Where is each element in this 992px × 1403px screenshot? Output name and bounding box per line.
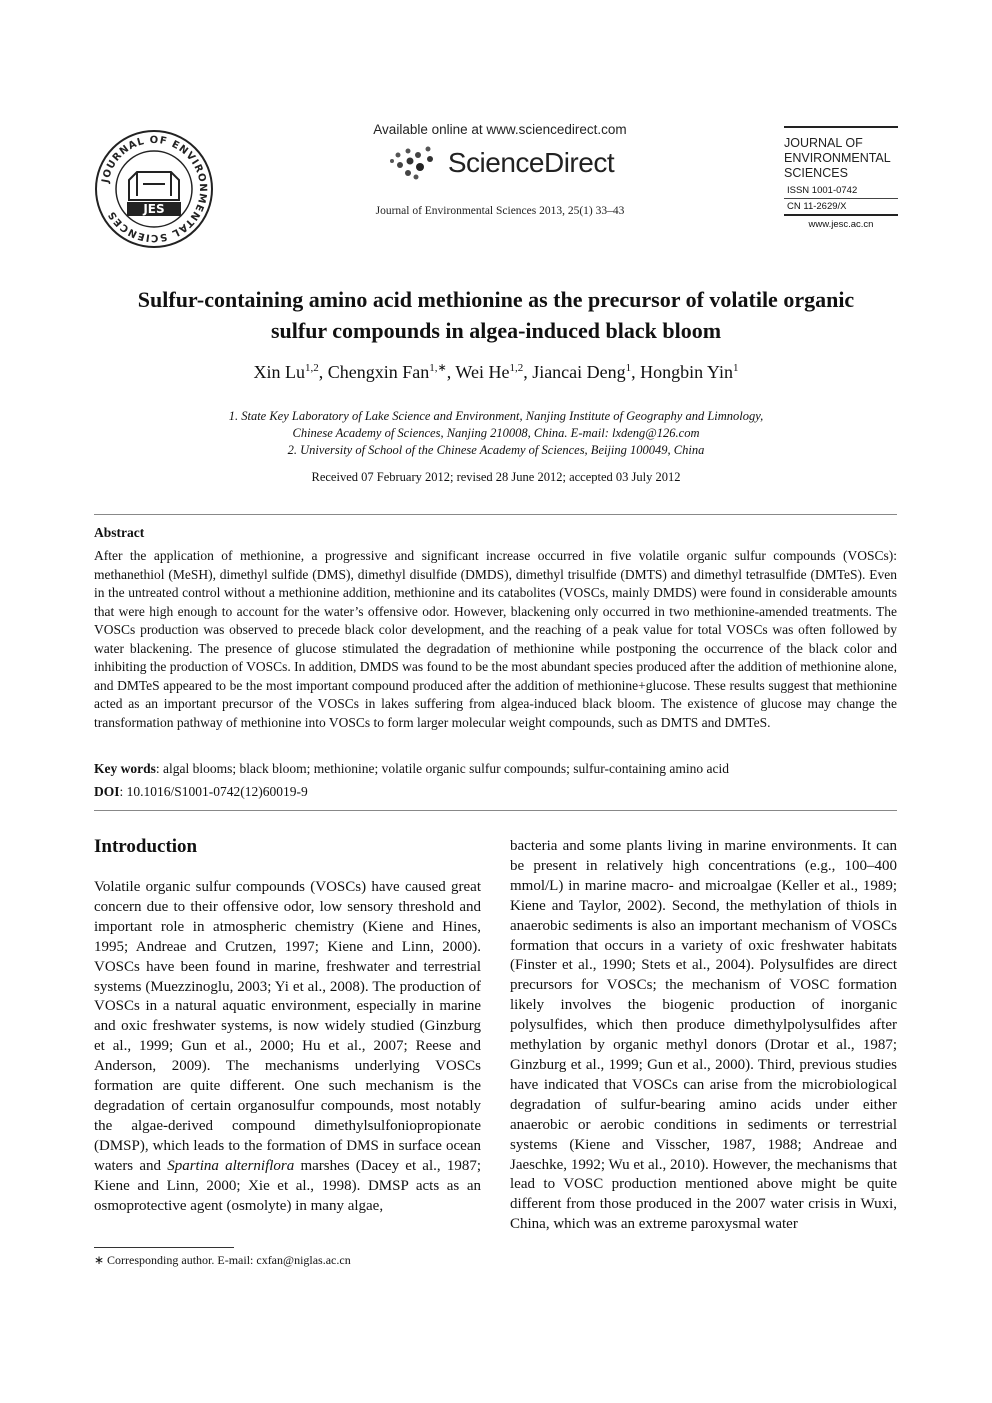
sciencedirect-wordmark: ScienceDirect (447, 147, 615, 178)
doi-label: DOI (94, 784, 120, 799)
body-column-left: Volatile organic sulfur compounds (VOSCs) have caused great concern due to their offensive odor, low sensory threshold and important role in atmospheric chemistry (Kiene and Hines, 1995; Andreae and Crutzen, 1997; Kiene and Linn, 2000). VOSCs have been found in marine, freshwater and terrestrial systems (Muezzinoglu, 2003; Yi et al., 2008). The production of VOSCs in a natural aquatic environment, especially in marine and oxic freshwater systems, is now widely studied (Ginzburg et al., 1999; Gun et al., 2000; Hu et al., 2007; Reese and Anderson, 2009). The mechanisms underlying VOSCs formation are quite different. One such mechanism is the degradation of certain organosulfur compounds, most notably the algae-derived compound dimethylsulfoniopropionate (DMSP), which leads to the formation of DMS in surface ocean waters and Spartina alterniflora marshes (Dacey et al., 1987; Kiene and Linn, 2000; Xie et al., 1998). DMSP acts as an osmoprotective agent (osmolyte) in many algae, (94, 879, 481, 1214)
affiliation-line: 1. State Key Laboratory of Lake Science and Environment, Nanjing Institute of Geography and Limnology, (228, 409, 764, 423)
author-list: Xin Lu$^{1,2}$, Chengxin Fan$^{1,∗}$, Wei He$^{1,2}$, Jiancai Deng$^1$, Hongbin Yin$^1$ (253, 362, 739, 382)
doi-value[interactable]: : 10.1016/S1001-0742(12)60019-9 (119, 784, 308, 799)
author[interactable]: Jiancai Deng$^1$ (532, 362, 632, 382)
title-line-2: sulfur compounds in algea-induced black bloom (270, 318, 722, 343)
author[interactable]: Xin Lu$^{1,2}$ (253, 362, 319, 382)
publisher-header (300, 120, 700, 217)
keywords-list: : algal blooms; black bloom; methionine; volatile organic sulfur compounds; sulfur-containing amino acid (155, 761, 729, 776)
available-online: Available online at www.sciencedirect.com (373, 122, 627, 137)
corresponding-author-footnote: ∗ Corresponding author. E-mail: cxfan@niglas.ac.cn (94, 1253, 351, 1267)
author[interactable]: Chengxin Fan$^{1,∗}$ (327, 362, 447, 382)
abstract-heading: Abstract (94, 525, 145, 540)
keywords (94, 761, 897, 777)
body-column-right: bacteria and some plants living in marine environments. It can be present in relatively high concentrations (e.g., 100–400 mmol/L) in marine macro- and microalgae (Keller et al., 1989; Kiene and Taylor, 2002). Second, the methylation of thiols in anaerobic sediments is also an important mechanism of VOSCs formation that occurs in a variety of oxic freshwater habitats (Finster et al., 1990; Stets et al., 2004). Polysulfides are direct precursors for VOSCs; the mechanism of VOSC formation likely involves the biogenic production of inorganic polysulfides, which then produce dimethylpolysulfides after methylation by organic methyl donors (Drotar et al., 1987; Ginzburg et al., 1999; Gun et al., 2000). Third, previous studies have indicated that VOSCs can arise from the microbiological degradation of sulfur-bearing amino acids under either anaerobic or aerobic conditions in sediments or terrestrial systems (Kiene and Visscher, 1987, 1988; Andreae and Jaeschke, 1992; Wu et al., 2010). However, the mechanisms that lead to VOSC production mentioned above might be quite different from those produced in the 2007 water crisis in Wuxi, China, which was an extreme paroxysmal water (510, 838, 897, 1233)
logo-label: JES (143, 202, 165, 216)
journal-name-3: SCIENCES (784, 166, 848, 180)
abstract-text: After the application of methionine, a progressive and significant increase occurred in five volatile organic sulfur compounds (VOSCs): methanethiol (MeSH), dimethyl sulfide (DMS), dimethyl disulfide (DMDS), dimethyl trisulfide (DMTS) and dimethyl tetrasulfide (DMTeS). Even in the untreated control without a methionine addition, methionine and its catabolites (VOSCs, mainly DMDS) were found in considerable amounts that were high enough to account for the water’s offensive odor. However, blackening only occurred in two methionine-amended treatments. The VOSCs production was observed to precede black color development, and the reaching of a peak value for total VOSCs was often followed by water blackening. The presence of glucose stimulated the degradation of methionine while postponing the occurrence of the black color and inhibiting the production of VOSCs. In addition, DMDS was found to be the most abundant species produced after the addition of methionine alone, and DMTeS appeared to be the most important compound produced after the addition of methionine+glucose. These results suggest that methionine acted as an important precursor of the VOSCs in lakes suffering from algea-induced black bloom. The existence of glucose may change the transformation pathway of methionine into VOSCs to form larger molecular weight compounds, such as DMTS and DMTeS. (94, 548, 897, 730)
journal-box (784, 126, 898, 230)
received-dates: Received 07 February 2012; revised 28 June 2012; accepted 03 July 2012 (311, 470, 681, 484)
journal-url[interactable]: www.jesc.ac.cn (808, 219, 874, 230)
affiliations (80, 408, 912, 459)
species-name: Spartina alterniflora (167, 1157, 295, 1174)
issn: ISSN 1001-0742 (784, 185, 898, 199)
divider-top (94, 514, 897, 515)
author[interactable]: Wei He$^{1,2}$ (455, 362, 524, 382)
sciencedirect-logo (300, 141, 700, 185)
journal-name-2: ENVIRONMENTAL (784, 151, 891, 165)
affiliation-line: Chinese Academy of Sciences, Nanjing 210008, China. E-mail: lxdeng@126.com (292, 426, 700, 440)
title-line-1: Sulfur-containing amino acid methionine as the precursor of volatile organic (137, 287, 855, 312)
journal-logo (93, 128, 215, 250)
sciencedirect-dots-icon (386, 143, 440, 183)
cn-number: CN 11-2629/X (784, 201, 898, 216)
divider-bottom (94, 810, 897, 811)
paper-title (80, 284, 912, 346)
journal-seal-icon (93, 128, 215, 250)
journal-name-1: JOURNAL OF (784, 136, 863, 150)
author[interactable]: Hongbin Yin$^1$ (640, 362, 739, 382)
journal-citation: Journal of Environmental Sciences 2013, 25(1) 33–43 (375, 205, 625, 217)
section-heading-introduction: Introduction (94, 836, 198, 857)
footnote-rule (94, 1247, 234, 1248)
affiliation-line: 2. University of School of the Chinese Academy of Sciences, Beijing 100049, China (287, 443, 705, 457)
logo-ring-text: JOURNAL OF ENVIRONMENTAL SCIENCES (100, 134, 209, 244)
keywords-label: Key words (94, 761, 156, 776)
doi (94, 784, 897, 800)
